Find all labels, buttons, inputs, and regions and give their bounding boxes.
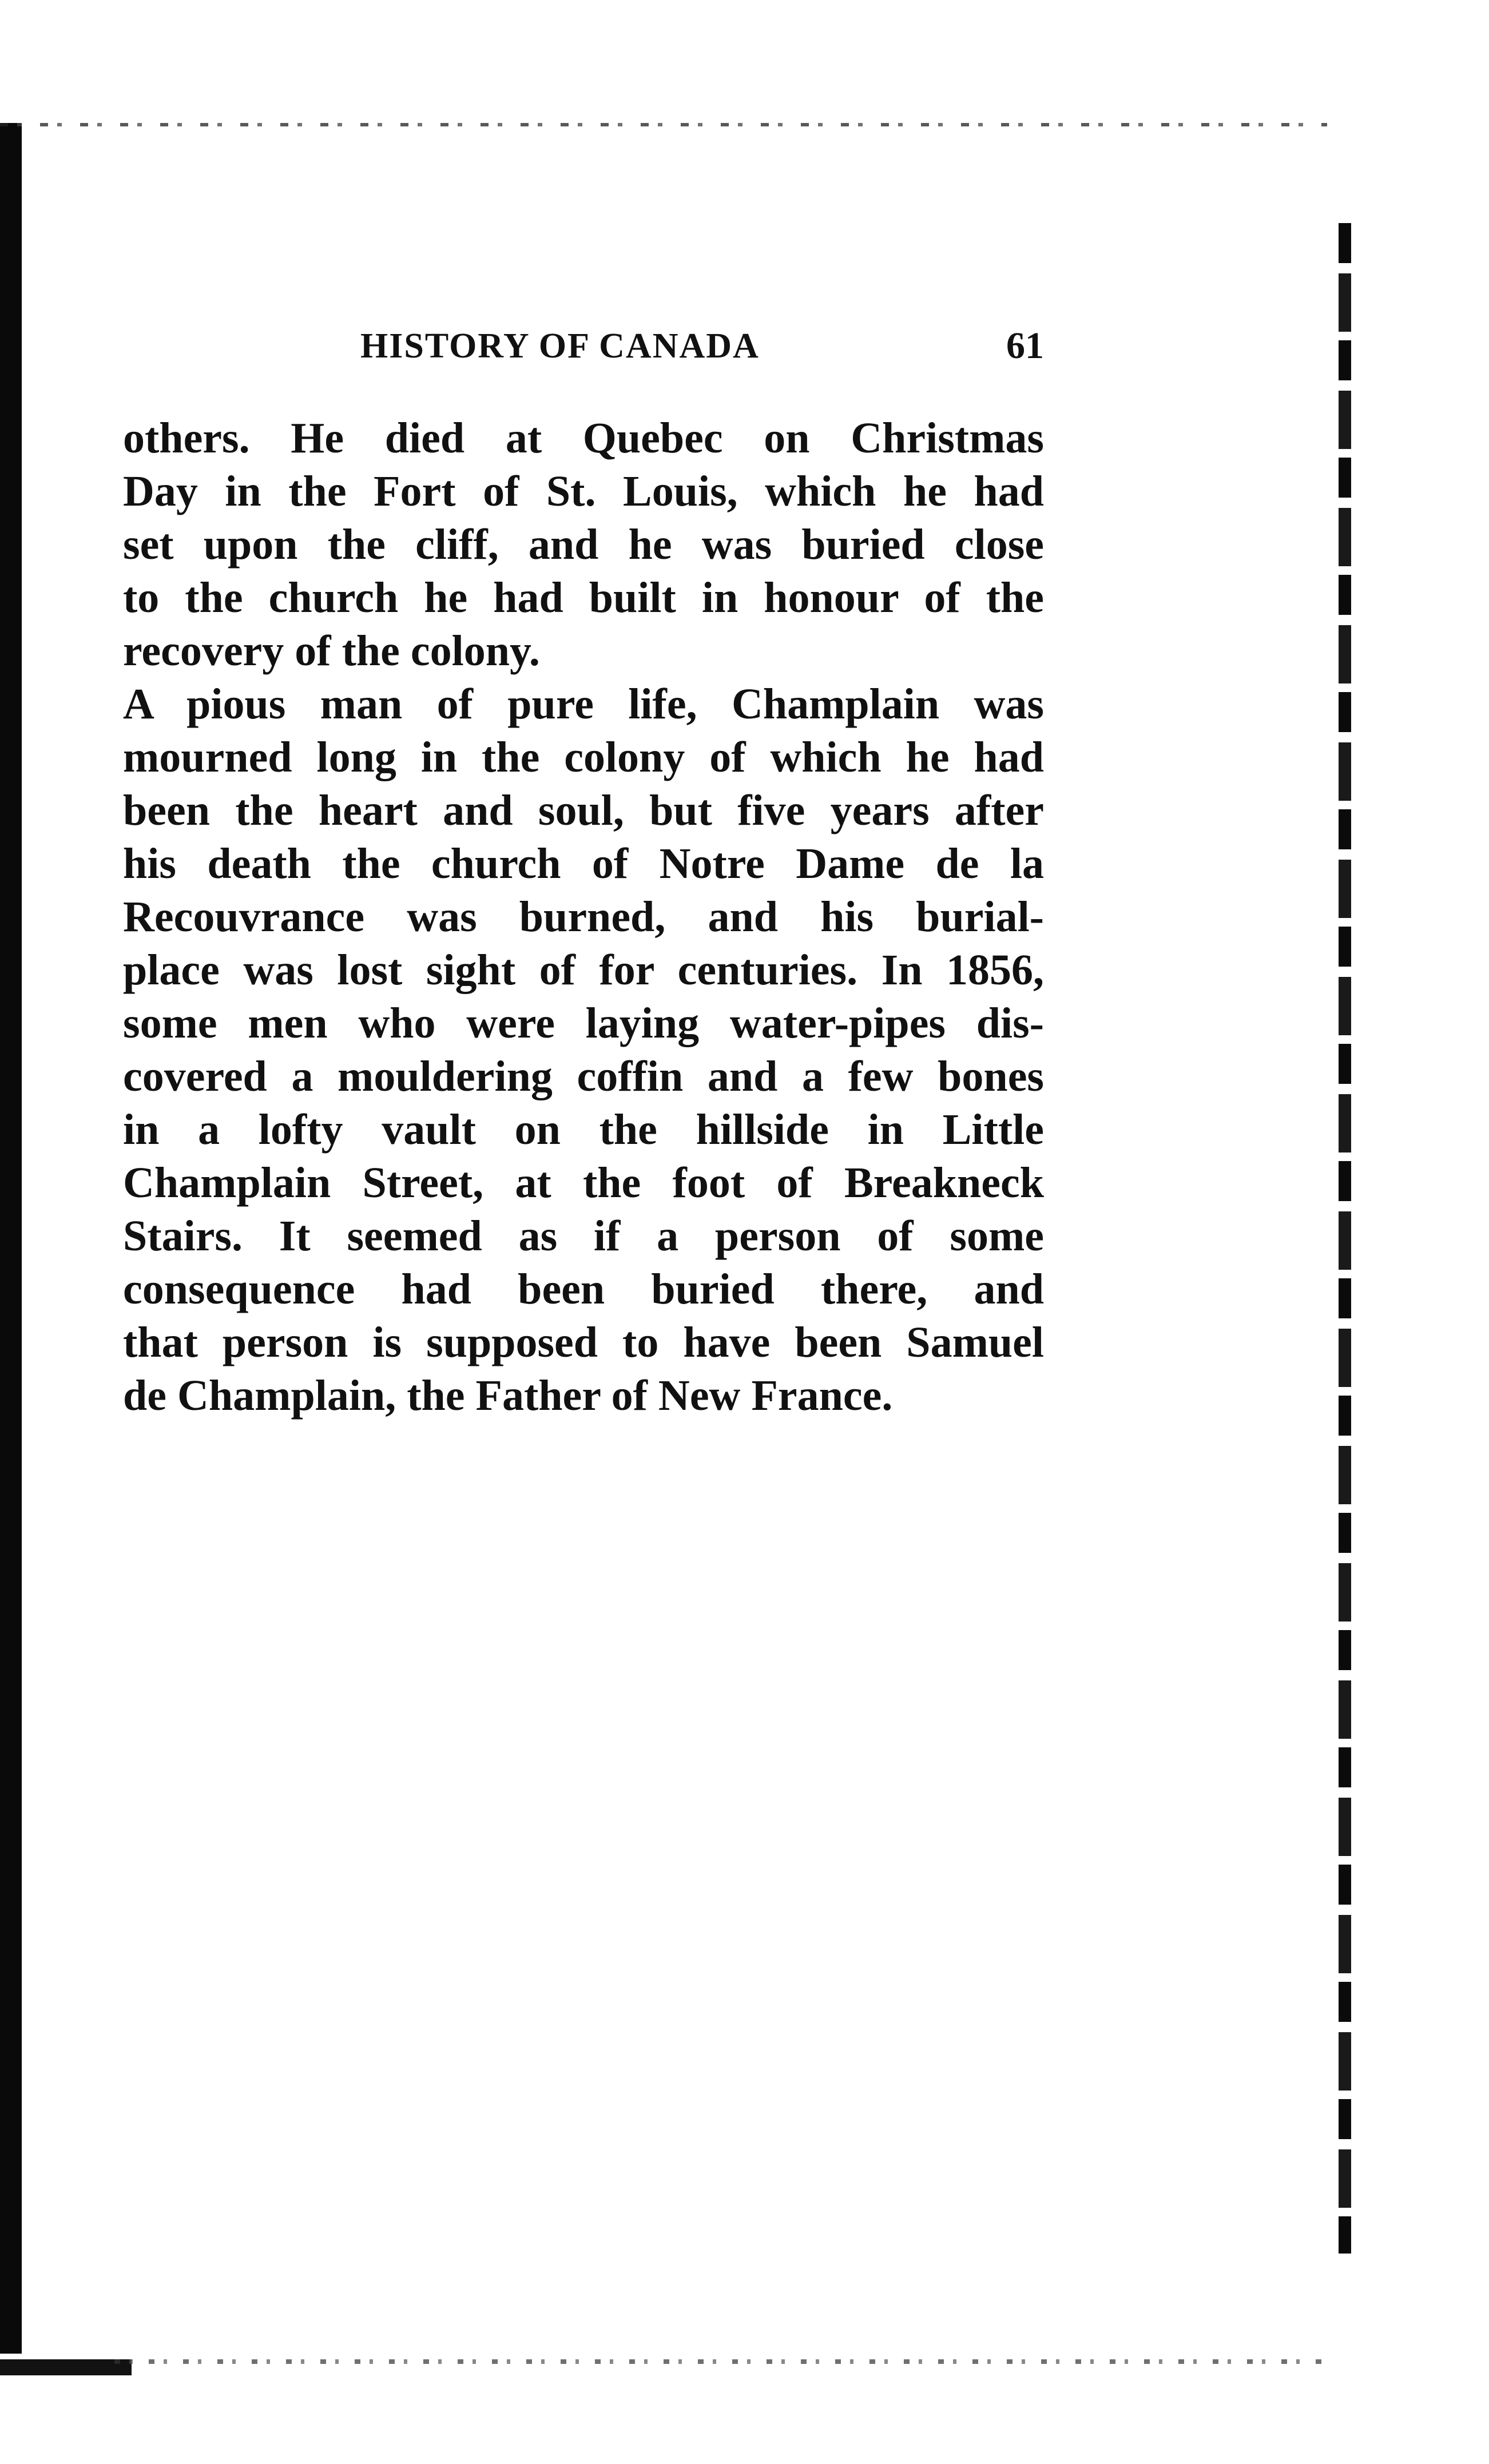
text-line: Stairs. It seemed as if a person of some <box>123 1212 1044 1260</box>
scan-edge-top <box>0 123 1327 126</box>
page-number: 61 <box>1006 325 1044 367</box>
text-line: in a lofty vault on the hillside in Little <box>123 1106 1044 1154</box>
running-header <box>123 323 1044 369</box>
text-line: some men who were laying water-pipes dis- <box>123 999 1044 1047</box>
scan-edge-left <box>0 123 22 2354</box>
text-line: place was lost sight of for centuries. In 1856, <box>123 946 1044 994</box>
text-line: his death the church of Notre Dame de la <box>123 840 1044 888</box>
text-line: recovery of the colony. <box>123 627 540 675</box>
text-line: set upon the cliff, and he was buried close <box>123 520 1044 569</box>
text-line: A pious man of pure life, Champlain was <box>123 680 1044 728</box>
scan-edge-corner <box>0 2359 132 2375</box>
paragraph-1 <box>123 412 1044 678</box>
text-line: been the heart and soul, but five years after <box>123 786 1044 834</box>
text-line: mourned long in the colony of which he had <box>123 733 1044 781</box>
text-line: that person is supposed to have been Samuel <box>123 1318 1044 1366</box>
scan-edge-bottom <box>114 2359 1327 2364</box>
text-line: Day in the Fort of St. Louis, which he had <box>123 467 1044 515</box>
running-title: HISTORY OF CANADA <box>360 327 760 365</box>
text-line: others. He died at Quebec on Christmas <box>123 414 1044 462</box>
paragraph-2 <box>123 678 1044 1422</box>
text-line: to the church he had built in honour of the <box>123 574 1044 622</box>
text-line: covered a mouldering coffin and a few bones <box>123 1052 1044 1100</box>
text-line: consequence had been buried there, and <box>123 1265 1044 1313</box>
text-line: Champlain Street, at the foot of Breakneck <box>123 1159 1044 1207</box>
scan-edge-right <box>1339 223 1351 2254</box>
text-line: de Champlain, the Father of New France. <box>123 1372 893 1420</box>
text-line: Recouvrance was burned, and his burial- <box>123 893 1044 941</box>
body-text <box>123 412 1044 1422</box>
